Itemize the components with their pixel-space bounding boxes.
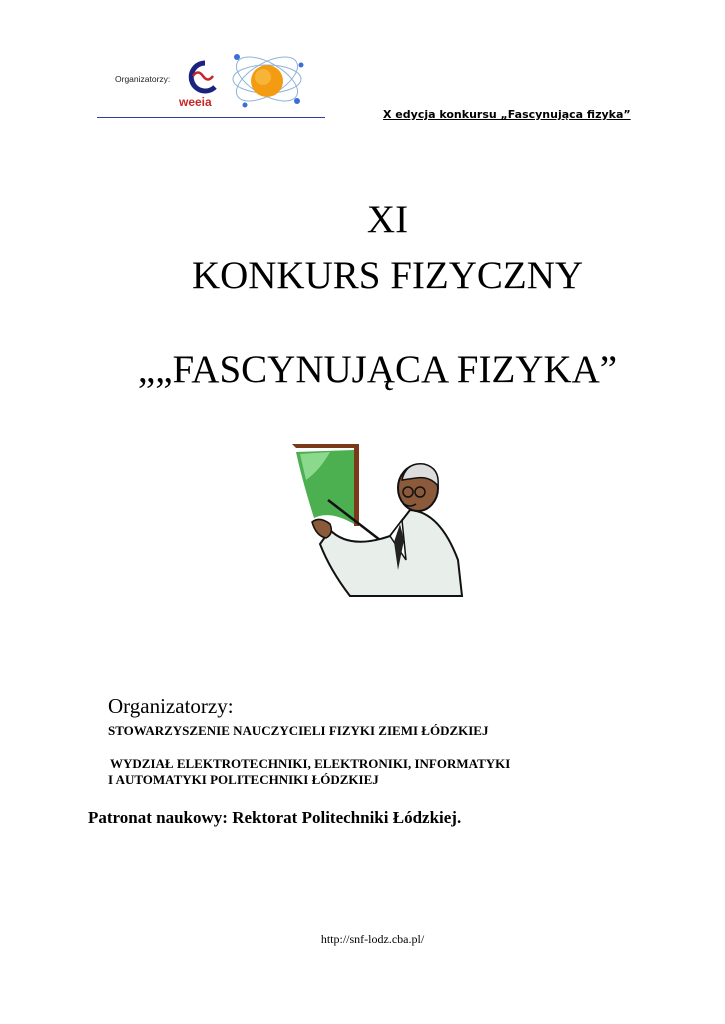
organizer-weeia-line2: I AUTOMATYKI POLITECHNIKI ŁÓDZKIEJ <box>108 772 379 787</box>
organizer-logos <box>97 43 325 117</box>
snf-atom-logo-icon <box>230 48 305 110</box>
title-roman-numeral: XI <box>366 198 409 241</box>
website-url: http://snf-lodz.cba.pl/ <box>320 932 425 946</box>
header-logo <box>97 43 325 117</box>
patronage-note: Patronat naukowy: Rektorat Politechniki Łódzkiej. <box>88 808 462 827</box>
page-title <box>0 194 725 302</box>
title-subtitle: „„FASCYNUJĄCA FIZYKA” <box>137 348 618 391</box>
edition-note: X edycja konkursu „Fascynująca fizyka” <box>383 108 631 121</box>
weeia-logo-text: weeia <box>179 95 212 109</box>
title-main: KONKURS FIZYCZNY <box>191 254 584 297</box>
logo-organizers-label: Organizatorzy: <box>115 74 171 84</box>
organizers-heading: Organizatorzy: <box>108 694 234 718</box>
organizer-weeia-line1: WYDZIAŁ ELEKTROTECHNIKI, ELEKTRONIKI, INFORMATYKI <box>110 756 511 771</box>
header-divider <box>97 117 325 118</box>
teacher-clipart-icon <box>290 440 465 600</box>
organizer-snf: STOWARZYSZENIE NAUCZYCIELI FIZYKI ZIEMI ŁÓDZKIEJ <box>108 723 489 738</box>
weeia-logo-icon <box>178 63 215 109</box>
